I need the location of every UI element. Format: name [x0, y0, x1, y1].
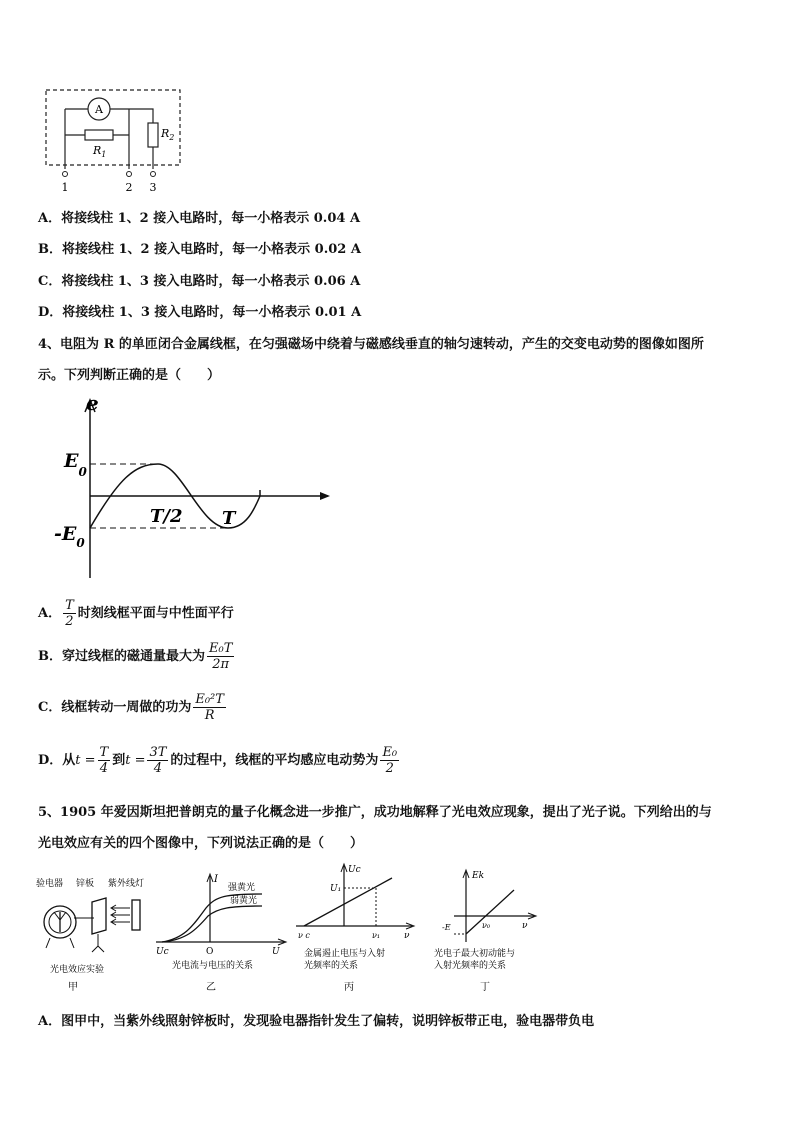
terminal-3: 3 — [149, 181, 157, 194]
zinc-plate-icon — [92, 898, 106, 934]
fig-d-xlabel: ν — [522, 921, 528, 931]
emf-t-half: T/2 — [150, 506, 183, 527]
q4-option-b: B．穿过线框的磁通量最大为 $\frac{\text{E₀T}}{2\pi}$ — [38, 641, 233, 672]
fig-c-tag: 丙 — [344, 982, 354, 993]
fig-c-xlabel: ν — [404, 931, 410, 941]
uv-lamp-icon — [132, 900, 140, 930]
fig-d-caption1: 光电子最大初动能与 — [434, 949, 516, 959]
circuit-diagram — [40, 85, 190, 195]
fig-stopping-voltage — [290, 860, 418, 994]
fig-d-tag: 丁 — [480, 982, 490, 993]
fig-kinetic-energy — [424, 866, 540, 994]
q4-option-a: A． $\frac{T}{2}$ 时刻线框平面与中性面平行 — [38, 598, 234, 629]
fig-b-strong: 强黄光 — [228, 883, 256, 893]
fig-a-caption: 光电效应实验 — [50, 965, 105, 975]
label-electroscope: 验电器 — [36, 879, 64, 889]
fig-b-weak: 弱黄光 — [230, 896, 258, 906]
resistor-r2 — [148, 123, 158, 147]
label-uv-lamp: 紫外线灯 — [108, 879, 145, 889]
label-zinc-plate: 锌板 — [76, 879, 95, 889]
q4-option-d: D．从t = $\frac{T}{4}$ 到t = $\frac{3T}{4}$ 的过程中，线框的平均感应电动势为 $\frac{\text{E₀}}{2}$ — [38, 745, 398, 776]
fig-c-caption1: 金属遏止电压与入射 — [304, 949, 386, 959]
fig-d-caption2: 入射光频率的关系 — [434, 961, 507, 971]
q5-stem-line1: 5、1905 年爱因斯坦把普朗克的量子化概念进一步推广，成功地解释了光电效应现象，提出了光子说。下列给出的与 — [38, 805, 712, 820]
emf-e0-label: $E_0$ — [64, 450, 87, 479]
emf-graph — [50, 392, 340, 584]
fig-c-vc: ν c — [298, 931, 310, 940]
fig-b-caption: 光电流与电压的关系 — [172, 961, 254, 971]
emf-ylabel: e — [86, 392, 99, 415]
q5-option-a: A．图甲中，当紫外线照射锌板时，发现验电器指针发生了偏转，说明锌板带正电，验电器带负电 — [38, 1014, 595, 1029]
fig-current-voltage — [150, 868, 290, 994]
svg-text:R2: $R_2$ — [161, 127, 175, 142]
q3-option-d: D．将接线柱 1、3 接入电路时，每一小格表示 0.01 A — [38, 305, 362, 320]
emf-t-full: T — [222, 508, 236, 529]
fig-b-ylabel: I — [214, 874, 218, 885]
fig-d-neg-e: -E — [442, 923, 451, 932]
fig-a-tag: 甲 — [68, 982, 78, 993]
q4-stem-line2: 示。下列判断正确的是（ ） — [38, 368, 221, 383]
ammeter-label: A — [95, 103, 103, 116]
fig-b-tag: 乙 — [206, 982, 216, 993]
fig-b-origin: O — [206, 947, 214, 957]
terminal-2: 2 — [125, 181, 133, 194]
q3-option-c: C．将接线柱 1、3 接入电路时，每一小格表示 0.06 A — [38, 274, 361, 289]
q5-stem-line2: 光电效应有关的四个图像中，下列说法正确的是（ ） — [38, 836, 364, 851]
fig-b-xlabel: U — [272, 947, 280, 957]
fig-b-uc: Uc — [156, 947, 169, 957]
q4-stem-line1: 4、电阻为 R 的单匝闭合金属线框，在匀强磁场中绕着与磁感线垂直的轴匀速转动，产生的交变电动势的图像如图所 — [38, 337, 704, 352]
fig-c-caption2: 光频率的关系 — [304, 961, 359, 971]
q3-option-b: B．将接线柱 1、2 接入电路时，每一小格表示 0.02 A — [38, 242, 361, 257]
svg-text:R1: $R_1$ — [93, 144, 107, 159]
fig-d-ylabel: Ek — [472, 871, 485, 881]
fig-photoelectric-experiment — [36, 872, 160, 994]
q4-option-c: C．线框转动一周做的功为 $\frac{\text{E₀²T}}{R}$ — [38, 692, 224, 723]
fig-c-v1: ν₁ — [372, 931, 381, 940]
fig-c-ylabel: Uc — [348, 865, 361, 875]
fig-c-u1: U₁ — [330, 884, 342, 894]
resistor-r1 — [85, 130, 113, 140]
q3-option-a: A．将接线柱 1、2 接入电路时，每一小格表示 0.04 A — [38, 211, 361, 226]
terminal-1: 1 — [61, 181, 69, 194]
emf-neg-e0-label: $-E_0$ — [54, 523, 85, 550]
fig-d-v0: ν₀ — [482, 921, 491, 930]
